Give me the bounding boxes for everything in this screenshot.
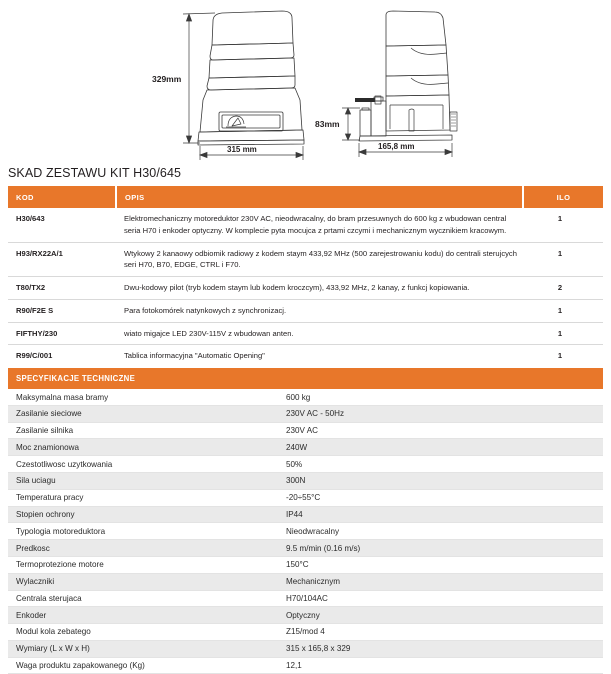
drawing-svg [0,0,611,166]
spec-value: 230V AC [284,422,603,439]
spec-label: Zasilanie sieciowe [8,405,284,422]
spec-row [8,473,603,490]
kit-row-quantity: 1 [523,242,603,277]
spec-row [8,523,603,540]
spec-label: Enkoder [8,607,284,624]
kit-row-quantity: 1 [523,322,603,345]
table-row [8,322,603,345]
kit-table-header-row [8,186,603,208]
spec-label: Stopien ochrony [8,506,284,523]
spec-label: Termoprotezione motore [8,556,284,573]
kit-row-description: wiato migajce LED 230V-115V z wbudowan anten. [116,322,523,345]
spec-row [8,506,603,523]
kit-row-quantity: 1 [523,208,603,242]
spec-label: Wylaczniki [8,573,284,590]
spec-row [8,607,603,624]
spec-label: Czestotliwosc uzytkowania [8,456,284,473]
kit-row-code: H93/RX22A/1 [8,242,116,277]
kit-row-code: H30/643 [8,208,116,242]
spec-row [8,389,603,405]
kit-row-description: Wtykowy 2 kanaowy odbiomik radiowy z kodem staym 433,92 MHz (500 zarejestrowaniu kodu) do centrali sterujcych seri H70, B70, EDGE, CTRL i F70. [116,242,523,277]
spec-row [8,556,603,573]
spec-label: Modul kola zebatego [8,624,284,641]
spec-label: Waga produktu zapakowanego (Kg) [8,657,284,674]
spec-label: Typologia motoreduktora [8,523,284,540]
spec-label: Moc znamionowa [8,439,284,456]
spec-row [8,590,603,607]
kit-row-description: Dwu-kodowy pilot (tryb kodem staym lub kodem kroczcym), 433,92 MHz, 2 kanay, z funkcj kopiowania. [116,277,523,300]
spec-row [8,624,603,641]
technical-drawing [0,0,611,166]
kit-table [8,186,603,367]
kit-header-code: KOD [8,186,116,208]
spec-value: 12,1 [284,657,603,674]
spec-label: Wymiary (L x W x H) [8,640,284,657]
side-height-dimension-label: 83mm [315,119,340,129]
spec-row [8,640,603,657]
spec-value: 230V AC - 50Hz [284,405,603,422]
spec-value: Nieodwracalny [284,523,603,540]
spec-value: 240W [284,439,603,456]
kit-row-quantity: 1 [557,351,563,361]
spec-value: Mechanicznym [284,573,603,590]
spec-value: Optyczny [284,607,603,624]
spec-label: Predkosc [8,540,284,557]
spec-row [8,573,603,590]
spec-row [8,422,603,439]
spec-row [8,489,603,506]
kit-row-description: Elektromechaniczny motoreduktor 230V AC, nieodwracalny, do bram przesuwnych do 600 kg z wbudowan central seria H70 i enkoder optyczny. W komplecie pyta mocujca z prtami czcymi i mechanicznym wycznikiem kracowym. [116,208,523,242]
table-row [8,277,603,300]
front-width-dimension-label: 315 mm [227,145,257,154]
kit-row-quantity: 2 [523,277,603,300]
table-row [8,345,603,367]
spec-label: Centrala sterujaca [8,590,284,607]
kit-header-description: OPIS [116,186,523,208]
spec-table-header-row [8,368,603,389]
table-row [8,242,603,277]
front-height-dimension-label: 329mm [152,74,182,84]
spec-value: H70/104AC [284,590,603,607]
kit-section-title: SKAD ZESTAWU KIT H30/645 [8,166,182,180]
spec-row [8,456,603,473]
specifications-table [8,368,603,674]
spec-value: 600 kg [284,389,603,405]
spec-value: IP44 [284,506,603,523]
table-row [8,299,603,322]
kit-row-description: Para fotokomórek natynkowych z synchronizacj. [116,299,523,322]
spec-value: Z15/mod 4 [284,624,603,641]
spec-label: Maksymalna masa bramy [8,389,284,405]
kit-row-code: FIFTHY/230 [8,322,116,345]
spec-label: Zasilanie silnika [8,422,284,439]
kit-row-description: Tablica informacyjna "Automatic Opening" [124,351,265,361]
spec-row [8,540,603,557]
kit-header-quantity: ILO [523,186,603,208]
spec-row [8,439,603,456]
spec-header-title: SPECYFIKACJE TECHNICZNE [8,368,603,389]
spec-value: 300N [284,473,603,490]
kit-row-code: R90/F2E S [8,299,116,322]
spec-value: 315 x 165,8 x 329 [284,640,603,657]
spec-row [8,405,603,422]
side-width-dimension-label: 165,8 mm [378,142,415,151]
spec-value: 50% [284,456,603,473]
spec-label: Temperatura pracy [8,489,284,506]
kit-row-code: T80/TX2 [8,277,116,300]
spec-value: 9.5 m/min (0.16 m/s) [284,540,603,557]
table-row [8,208,603,242]
spec-label: Sila uciagu [8,473,284,490]
spec-value: -20÷55°C [284,489,603,506]
spec-value: 150°C [284,556,603,573]
kit-row-quantity: 1 [523,299,603,322]
kit-row-code: R99/C/001 [16,351,53,361]
spec-row [8,657,603,674]
